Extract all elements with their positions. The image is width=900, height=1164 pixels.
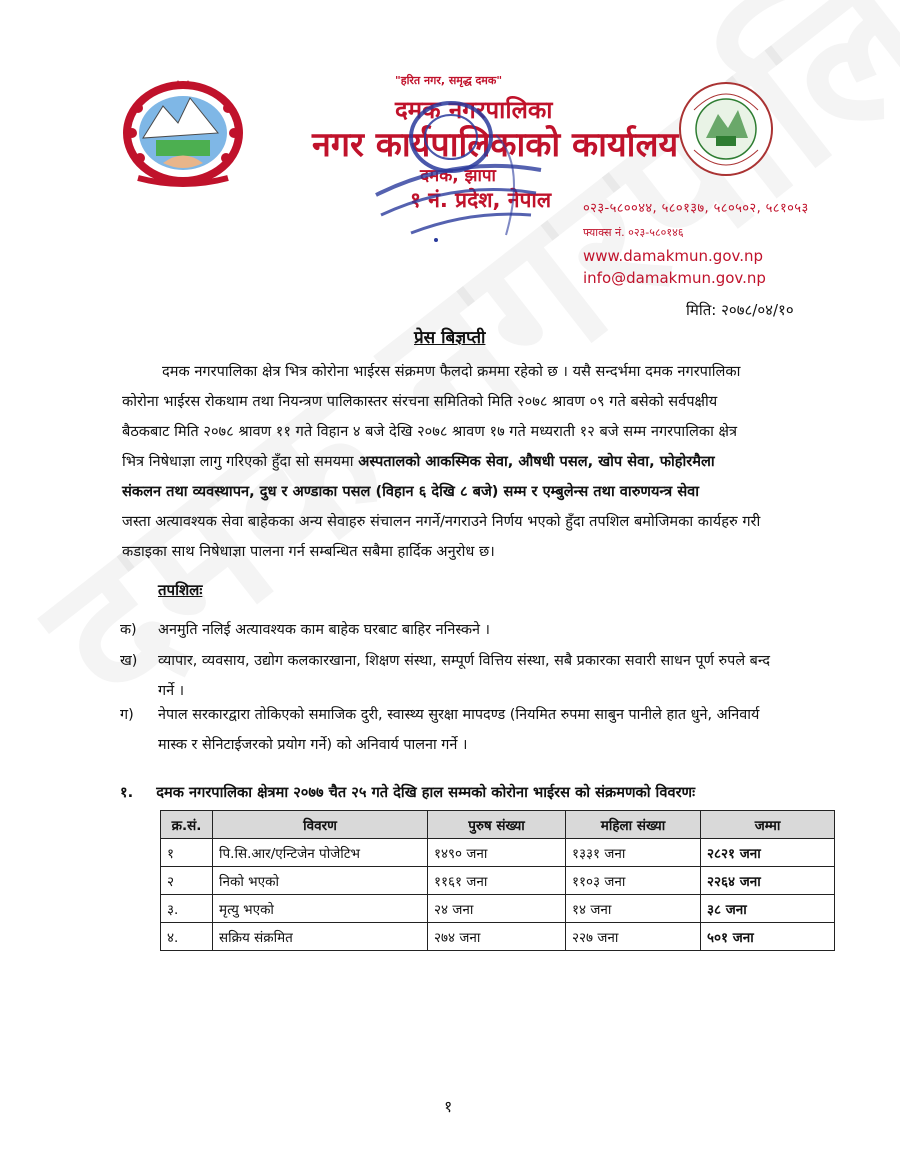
list-text: व्यापार, व्यवसाय, उद्योग कलकारखाना, शिक्षण संस्था, सम्पूर्ण वित्तिय संस्था, सबै प्रकारका सवारी साधन पूर्ण रुपले बन्द [158, 653, 770, 669]
table-cell: पि.सि.आर/एन्टिजेन पोजेटिभ [213, 839, 428, 867]
section-title: दमक नगरपालिका क्षेत्रमा २०७७ चैत २५ गते देखि हाल सम्मको कोरोना भाईरस को संक्रमणको विवरणः [156, 784, 696, 801]
table-cell: सक्रिय संक्रमित [213, 923, 428, 951]
table-header: महिला संख्या [566, 811, 701, 839]
table-cell-total: २८२१ जना [701, 839, 835, 867]
body-text-bold: संकलन तथा व्यवस्थापन, दुध र अण्डाका पसल (विहान ६ देखि ८ बजे) सम्म र एम्बुलेन्स तथा वारुणयन्त्र सेवा [122, 483, 700, 500]
office-name: नगर कार्यपालिकाको कार्यालय [312, 125, 679, 165]
nepal-emblem-icon [118, 78, 248, 188]
list-text: गर्ने । [158, 683, 185, 699]
city: दमक, झापा [420, 166, 496, 186]
table-header: जम्मा [701, 811, 835, 839]
body-line: जस्ता अत्यावश्यक सेवा बाहेकका अन्य सेवाहरु संचालन नगर्ने/नगराउने निर्णय भएको हुँदा तपशिल बमोजिमका कार्यहरु गरी [122, 513, 761, 530]
table-header: विवरण [213, 811, 428, 839]
body-text-bold: अस्पतालको आकस्मिक सेवा, औषधी पसल, खोप सेवा, फोहोरमैला [358, 453, 715, 470]
table-cell-total: ३८ जना [701, 895, 835, 923]
table-cell: १४९० जना [428, 839, 566, 867]
list-text: नेपाल सरकारद्वारा तोकिएको समाजिक दुरी, स्वास्थ्य सुरक्षा मापदण्ड (नियमित रुपमा साबुन पानीले हात धुने, अनिवार्य [158, 707, 760, 723]
list-marker: ख) [120, 653, 138, 669]
table-cell: २२७ जना [566, 923, 701, 951]
page-number: १ [444, 1097, 453, 1116]
email-link[interactable]: info@damakmun.gov.np [583, 269, 766, 287]
section-heading [120, 782, 695, 802]
body-line: दमक नगरपालिका क्षेत्र भित्र कोरोना भाईरस संक्रमण फैलदो क्रममा रहेको छ । यसै सन्दर्भमा दमक नगरपालिका [162, 363, 741, 380]
table-header-row [161, 811, 835, 839]
official-stamp-icon [356, 75, 556, 255]
table-cell: ४. [161, 923, 213, 951]
table-row [161, 867, 835, 895]
covid-stats-table [160, 810, 835, 951]
date: मिति: २०७८/०४/१० [686, 301, 794, 319]
list-item [120, 700, 840, 760]
table-cell: २ [161, 867, 213, 895]
document-title: प्रेस बिज्ञप्ती [414, 328, 486, 348]
table-header: क्र.सं. [161, 811, 213, 839]
table-header: पुरुष संख्या [428, 811, 566, 839]
body-paragraph [122, 357, 838, 567]
slogan: "हरित नगर, समृद्ध दमक" [395, 74, 503, 87]
body-line [122, 447, 838, 477]
damak-municipality-logo-icon [676, 80, 776, 178]
phone-numbers: ०२३-५८००४४, ५८०१३७, ५८०५०२, ५८१०५३ [583, 201, 809, 216]
list-item [120, 646, 840, 706]
body-line: कोरोना भाईरस रोकथाम तथा नियन्त्रण पालिकास्तर संरचना समितिको मिति २०७८ श्रावण ०९ गते बसेको सर्वपक्षीय [122, 393, 718, 410]
table-cell: ३. [161, 895, 213, 923]
fax-number: फ्याक्स नं. ०२३-५८०१४६ [583, 226, 684, 239]
website-link[interactable]: www.damakmun.gov.np [583, 247, 763, 265]
body-line: बैठकबाट मिति २०७८ श्रावण ११ गते विहान ४ बजे देखि २०७८ श्रावण १७ गते मध्यराती १२ बजे सम्म नगरपालिका क्षेत्र [122, 423, 738, 440]
list-item [120, 615, 840, 645]
province: १ नं. प्रदेश, नेपाल [410, 188, 552, 212]
list-marker: क) [120, 622, 137, 638]
org-name: दमक नगरपालिका [395, 96, 553, 124]
list-text: अनमुति नलिई अत्यावश्यक काम बाहेक घरबाट बाहिर ननिस्कने । [158, 622, 491, 638]
table-cell: ११६१ जना [428, 867, 566, 895]
list-text: मास्क र सेनिटाईजरको प्रयोग गर्ने) को अनिवार्य पालना गर्ने । [158, 737, 468, 753]
table-cell: २४ जना [428, 895, 566, 923]
list-marker: ग) [120, 707, 134, 723]
tapasil-heading: तपशिलः [158, 581, 203, 599]
table-row [161, 895, 835, 923]
table-cell: १ [161, 839, 213, 867]
body-line: कडाइका साथ निषेधाज्ञा पालना गर्न सम्बन्धित सबैमा हार्दिक अनुरोध छ। [122, 543, 495, 560]
table-cell: १४ जना [566, 895, 701, 923]
table-row [161, 839, 835, 867]
table-cell: निको भएको [213, 867, 428, 895]
table-cell-total: ५०१ जना [701, 923, 835, 951]
table-cell: मृत्यु भएको [213, 895, 428, 923]
table-cell-total: २२६४ जना [701, 867, 835, 895]
table-row [161, 923, 835, 951]
table-cell: २७४ जना [428, 923, 566, 951]
table-cell: १३३१ जना [566, 839, 701, 867]
table-cell: ११०३ जना [566, 867, 701, 895]
section-number: १. [120, 784, 134, 801]
body-text: भित्र निषेधाज्ञा लागु गरिएको हुँदा सो समयमा [122, 453, 359, 470]
